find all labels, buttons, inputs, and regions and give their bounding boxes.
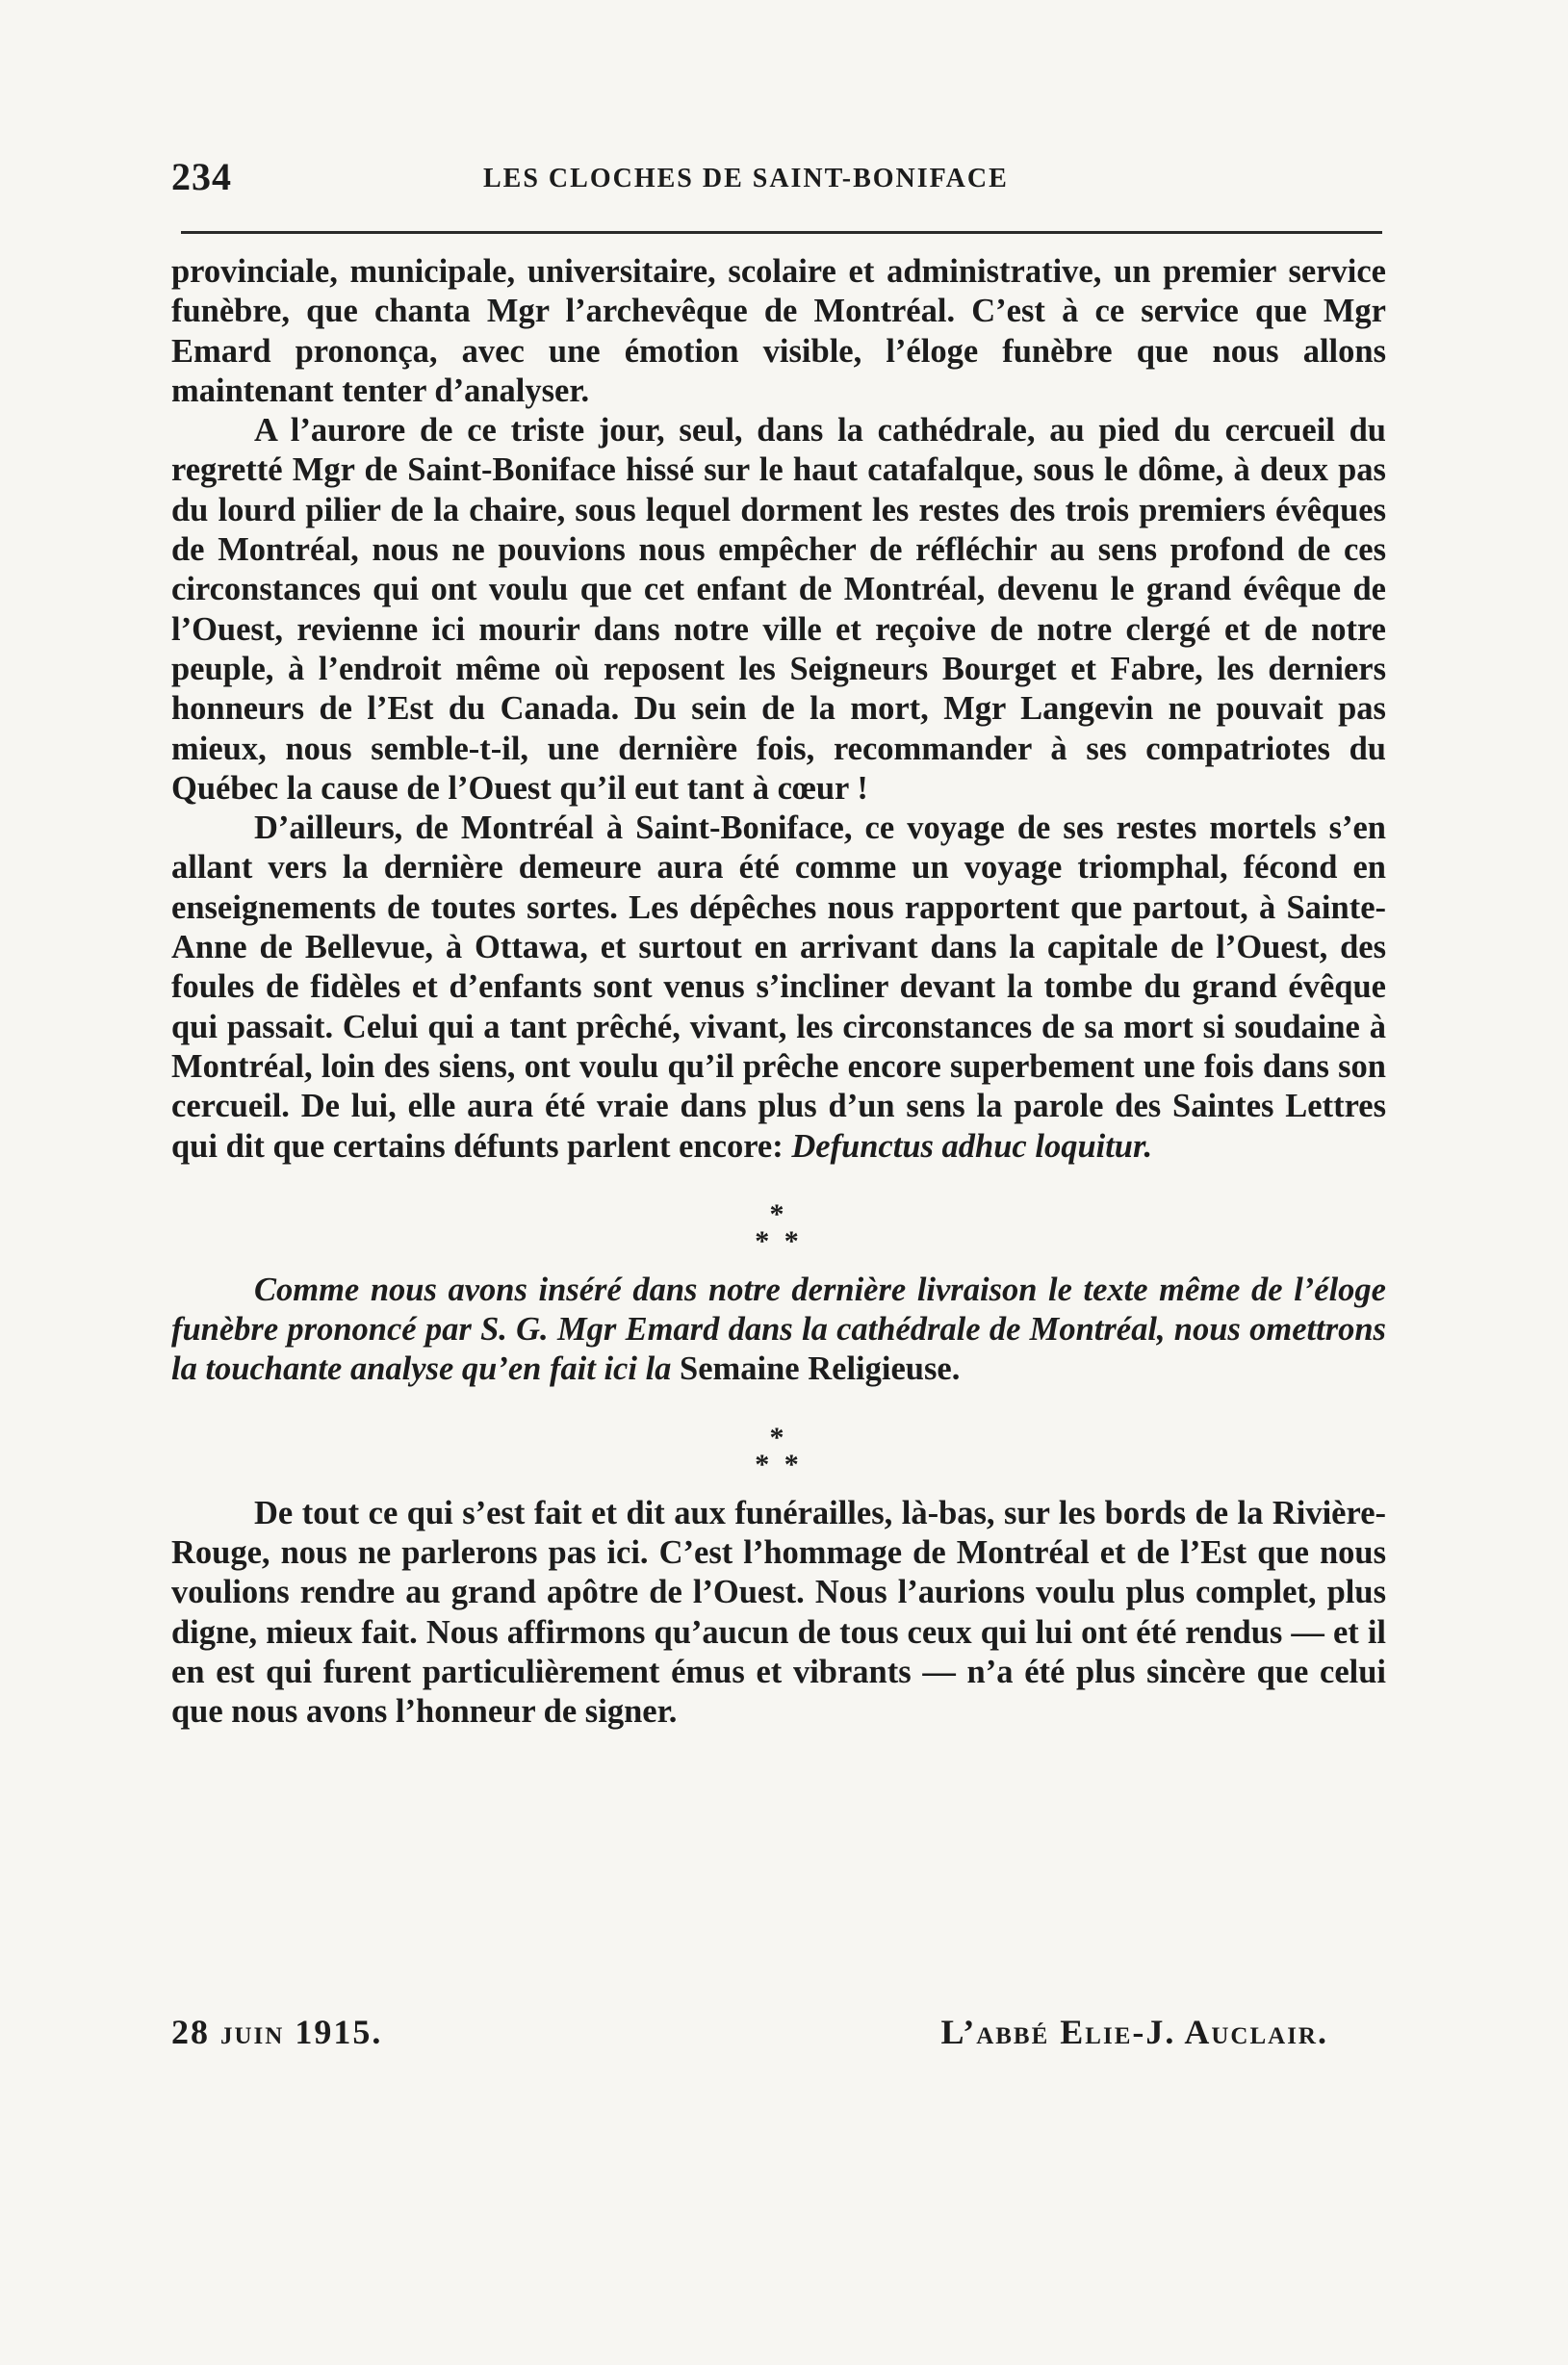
editor-note	[171, 1271, 1386, 1390]
page-body	[171, 252, 1386, 1733]
asterism-star: *	[755, 1448, 774, 1480]
closing-date: 28 juin 1915.	[171, 2013, 383, 2051]
paragraph-3-text: D’ailleurs, de Montréal à Saint-Boniface, ce voyage de ses restes mortels s’en allant vers la dernière demeure aura été comme un voyage triomphal, fécond en enseignements de toutes sortes. Les dépêches nous rapportent que partout, à Sainte-Anne de Bellevue, à Ottawa, et surtout en arrivant dans la capitale de l’Ouest, des foules de fidèles et d’enfants sont venus s’incliner devant la tombe du grand évêque qui passait. Celui qui a tant prêché, vivant, les circonstances de sa mort si soudaine à Montréal, loin des siens, ont voulu qu’il prêche encore superbement une fois dans son cercueil. De lui, elle aura été vraie dans plus d’un sens la parole des Saintes Lettres qui dit que certains défunts parlent encore:	[171, 810, 1386, 1165]
asterism-star: *	[769, 1197, 788, 1230]
running-title: LES CLOCHES DE SAINT-BONIFACE	[483, 164, 1009, 193]
asterism-star: *	[784, 1224, 803, 1257]
asterism-star: *	[784, 1448, 803, 1480]
header-rule	[181, 231, 1382, 234]
author-signature: L’abbé Elie-J. Auclair.	[940, 2013, 1328, 2051]
page-number: 234	[171, 155, 232, 198]
asterism-star: *	[769, 1421, 788, 1453]
paragraph-1: provinciale, municipale, universitaire, scolaire et administrative, un premier service funèbre, que chanta Mgr l’archevêque de Montréal. C’est à ce service que Mgr Emard prononça, avec une émotion visible, l’éloge funèbre que nous allons maintenant tenter d’analyser.	[171, 253, 1386, 409]
editor-note-source: Semaine Religieuse.	[680, 1350, 961, 1388]
latin-quote: Defunctus adhuc loquitur.	[791, 1127, 1153, 1165]
asterism-star: *	[755, 1224, 774, 1257]
closing-line	[171, 2012, 1386, 2060]
page-header	[171, 154, 1386, 216]
paragraph-3	[171, 809, 1386, 1167]
asterism-1	[171, 1167, 1386, 1271]
asterism-2	[171, 1390, 1386, 1494]
paragraph-2: A l’aurore de ce triste jour, seul, dans la cathédrale, au pied du cercueil du regretté Mgr de Saint-Boniface hissé sur le haut catafalque, sous le dôme, à deux pas du lourd pilier de la chaire, sous lequel dorment les restes des trois premiers évêques de Montréal, nous ne pouvions nous empêcher de réfléchir au sens profond de ces circonstances qui ont voulu que cet enfant de Montréal, devenu le grand évêque de l’Ouest, revienne ici mourir dans notre ville et reçoive de notre clergé et de notre peuple, à l’endroit même où reposent les Seigneurs Bourget et Fabre, les derniers honneurs de l’Est du Canada. Du sein de la mort, Mgr Langevin ne pouvait pas mieux, nous semble-t-il, une dernière fois, recommander à ses compatriotes du Québec la cause de l’Ouest qu’il eut tant à cœur !	[171, 412, 1386, 807]
editor-note-text: Comme nous avons inséré dans notre dernière livraison le texte même de l’éloge funèbre prononcé par S. G. Mgr Emard dans la cathédrale de Montréal, nous omettrons la touchante analyse qu’en fait ici la	[171, 1271, 1386, 1388]
paragraph-4: De tout ce qui s’est fait et dit aux funérailles, là-bas, sur les bords de la Rivière-Rouge, nous ne parlerons pas ici. C’est l’hommage de Montréal et de l’Est que nous voulions rendre au grand apôtre de l’Ouest. Nous l’aurions voulu plus complet, plus digne, mieux fait. Nous affirmons qu’aucun de tous ceux qui lui ont été rendus — et il en est qui furent particulièrement émus et vibrants — n’a été plus sincère que celui que nous avons l’honneur de signer.	[171, 1494, 1386, 1731]
